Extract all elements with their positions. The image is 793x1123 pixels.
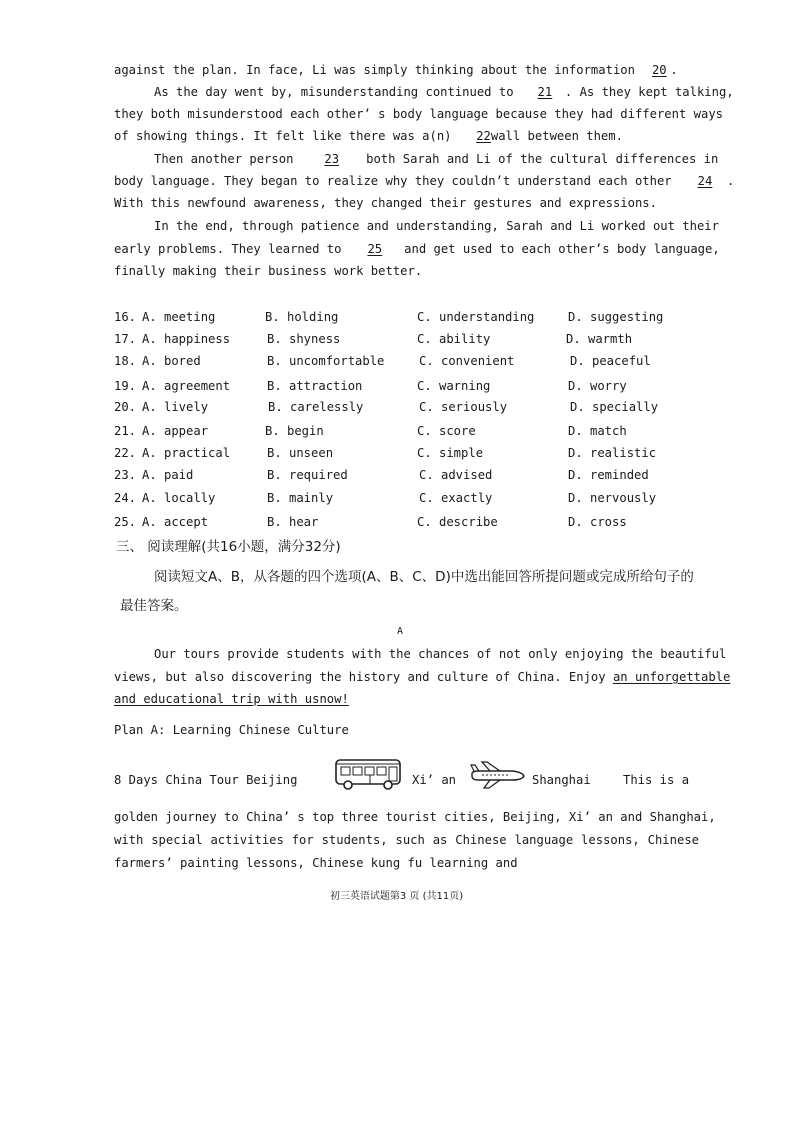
question-number: 20. [114,400,137,414]
option-a: A. happiness [142,332,231,346]
question-number: 17. [114,332,137,346]
tour-text-this-is-a: This is a [623,773,690,787]
blank-25: 25 [367,242,383,256]
text: and get used to each other’s body language, [404,242,720,256]
option-b: B. holding [265,310,339,324]
option-b: B. carelessly [268,400,364,414]
option-a: A. meeting [142,310,216,324]
reading-a-line-3 [114,691,699,707]
passage-line-10: finally making their business work better. [114,264,423,278]
blank-22: 22 [476,129,491,143]
plan-a-title: Plan A: Learning Chinese Culture [114,723,349,737]
tour-text-beijing: 8 Days China Tour Beijing [114,773,298,787]
option-b: B. uncomfortable [267,354,385,368]
option-c: C. understanding [417,310,535,324]
underlined-text: and educational trip with us [114,692,320,706]
tour-text-shanghai: Shanghai [532,773,591,787]
question-number: 21. [114,424,137,438]
blank-21: 21 [537,85,553,99]
question-number: 22. [114,446,137,460]
option-b: B. unseen [267,446,334,460]
option-d: D. nervously [568,491,657,505]
section-heading: 三、 阅读理解(共16小题，满分32分) [116,539,341,555]
reading-a-line-5: with special activities for students, such as Chinese language lessons, Chinese [114,833,699,847]
instructions-line-1: 阅读短文A、B，从各题的四个选项(A、B、C、D)中选出能回答所提问题或完成所给句子的 [154,569,694,585]
passage-line-6 [114,173,735,189]
text: wall between them. [490,129,623,143]
option-c: C. advised [419,468,493,482]
option-a: A. paid [142,468,194,482]
option-c: C. warning [417,379,491,393]
question-number: 24. [114,491,137,505]
blank-23: 23 [324,152,340,166]
blank-20: 20 [651,63,667,77]
reading-a-line-6: farmers’ painting lessons, Chinese kung fu learning and [114,856,518,870]
option-b: B. required [267,468,348,482]
passage-line-7: With this newfound awareness, they changed their gestures and expressions. [114,196,657,210]
option-b: B. shyness [267,332,341,346]
reading-a-line-2 [114,669,731,685]
question-number: 19. [114,379,137,393]
option-d: D. reminded [568,468,649,482]
option-d: D. specially [570,400,659,414]
text: . [727,174,735,188]
text: of showing things. It felt like there was a(n) [114,129,452,143]
option-d: D. match [568,424,627,438]
text: As the day went by, misunderstanding continued to [154,85,514,99]
option-d: D. suggesting [568,310,664,324]
option-b: B. attraction [267,379,363,393]
question-number: 18. [114,354,137,368]
passage-line-5 [154,151,719,167]
tour-text-xian: Xi’ an [412,773,457,787]
option-d: D. peaceful [570,354,651,368]
text: early problems. They learned to [114,242,342,256]
blank-24: 24 [697,174,713,188]
reading-a-line-4: golden journey to China’ s top three tourist cities, Beijing, Xi’ an and Shanghai, [114,810,716,824]
option-a: A. agreement [142,379,231,393]
bus-icon [334,757,404,791]
option-c: C. ability [417,332,491,346]
airplane-icon [468,760,526,790]
option-c: C. convenient [419,354,515,368]
option-c: C. seriously [419,400,508,414]
underlined-text: now! [319,692,349,706]
reading-a-line-1: Our tours provide students with the chances of not only enjoying the beautiful [154,647,727,661]
text: both Sarah and Li of the cultural differences in [366,152,719,166]
option-d: D. realistic [568,446,657,460]
instructions-line-2: 最佳答案。 [120,598,188,614]
text: Then another person [154,152,294,166]
passage-line-2 [154,84,734,100]
question-number: 23. [114,468,137,482]
option-c: C. simple [417,446,484,460]
option-c: C. describe [417,515,498,529]
option-d: D. warmth [566,332,633,346]
option-c: C. exactly [419,491,493,505]
passage-label-a: A [396,626,404,637]
option-b: B. hear [267,515,319,529]
option-c: C. score [417,424,476,438]
option-a: A. locally [142,491,216,505]
option-a: A. practical [142,446,231,460]
option-b: B. begin [265,424,324,438]
option-a: A. accept [142,515,209,529]
question-number: 16. [114,310,137,324]
text: body language. They began to realize why they couldn’t understand each other [114,174,672,188]
question-number: 25. [114,515,137,529]
passage-line-1 [114,62,699,78]
text: views, but also discovering the history and culture of China. Enjoy [114,670,606,684]
option-d: D. cross [568,515,627,529]
option-a: A. lively [142,400,209,414]
passage-line-3: they both misunderstood each other’ s body language because they had different ways [114,107,724,121]
page-footer: 初三英语试题第3 页 (共11页) [329,891,464,902]
passage-line-8: In the end, through patience and understanding, Sarah and Li worked out their [154,219,719,233]
option-a: A. appear [142,424,209,438]
option-b: B. mainly [267,491,334,505]
text: against the plan. In face, Li was simply thinking about the information [114,63,635,77]
passage-line-4 [114,128,699,144]
passage-line-9 [114,241,720,257]
option-a: A. bored [142,354,201,368]
text: . As they kept talking, [564,85,734,99]
underlined-text: an unforgettable [612,670,731,684]
option-d: D. worry [568,379,627,393]
text: . [670,63,678,77]
